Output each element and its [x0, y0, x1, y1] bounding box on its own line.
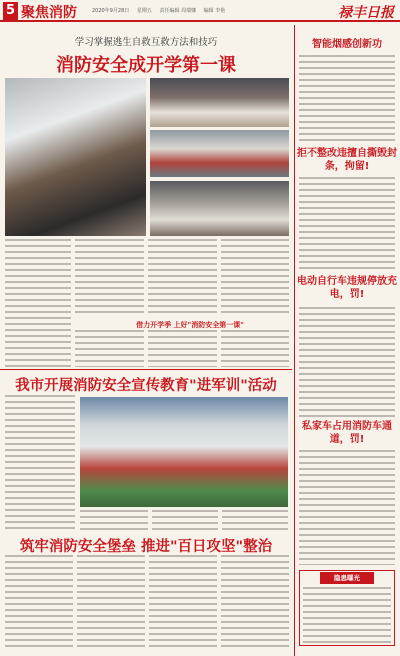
middle-body-col-2 — [80, 510, 148, 530]
main-photo-classroom — [150, 78, 289, 127]
main-headline: 消防安全成开学第一课 — [56, 55, 236, 76]
bottom-headline: 筑牢消防安全堡垒 推进"百日攻坚"整治 — [19, 539, 273, 555]
bottom-body-col-4 — [221, 555, 289, 651]
main-photo-students-line — [150, 130, 289, 177]
main-body-col-2 — [75, 239, 144, 315]
main-body-col-7 — [221, 330, 289, 367]
page-header — [0, 0, 400, 22]
right-headline-seal-detention: 拒不整改违擅自撕毁封条，拘留! — [297, 148, 397, 172]
main-kicker: 学习掌握逃生自救互救方法和技巧 — [74, 37, 218, 48]
right-body-4 — [299, 450, 395, 565]
middle-headline: 我市开展消防安全宣传教育"进军训"活动 — [15, 378, 277, 394]
right-headline-smoke-detector: 智能烟感创新功 — [312, 39, 382, 50]
main-body-col-6 — [148, 330, 217, 367]
main-body-col-5 — [75, 330, 144, 367]
bottom-body-col-1 — [5, 555, 73, 651]
middle-body-col-3 — [152, 510, 218, 530]
section-title: 聚焦消防 — [21, 5, 77, 21]
bottom-body-col-3 — [149, 555, 217, 651]
hazard-box-body — [303, 587, 391, 643]
masthead-meta — [92, 7, 231, 14]
meta-editor: 编辑 李艳 — [203, 8, 226, 14]
main-story — [0, 25, 292, 370]
meta-date: 2020年9月28日 — [92, 8, 130, 14]
right-body-2 — [299, 177, 395, 272]
right-headline-ebike-fine: 电动自行车违规停放充电，罚! — [297, 276, 397, 300]
middle-body-col-4 — [222, 510, 288, 530]
hazard-box-title: 隐患曝光 — [320, 572, 374, 584]
right-body-1 — [299, 55, 395, 145]
main-body-col-4 — [221, 239, 289, 315]
right-headline-fire-lane-fine: 私家车占用消防车通道，罚! — [302, 421, 392, 445]
middle-photo-military-training — [80, 397, 288, 507]
meta-weekday: 星期五 — [136, 8, 152, 14]
main-photo-drill — [150, 181, 289, 236]
page-number: 5 — [3, 2, 18, 20]
bottom-body-col-2 — [77, 555, 145, 651]
main-subhead: 借力开学季 上好"消防安全第一课" — [136, 321, 244, 329]
right-column — [294, 25, 400, 656]
right-body-3 — [299, 307, 395, 417]
main-body-col-1 — [5, 239, 71, 367]
main-photo-firefighter-demo — [5, 78, 146, 236]
middle-body-col-1 — [5, 395, 75, 530]
main-body-col-3 — [148, 239, 217, 315]
meta-editor-in-charge: 责任编辑 周瑞娜 — [159, 8, 197, 14]
hazard-exposure-box — [299, 570, 395, 646]
newspaper-logo: 禄丰日报 — [338, 5, 394, 21]
